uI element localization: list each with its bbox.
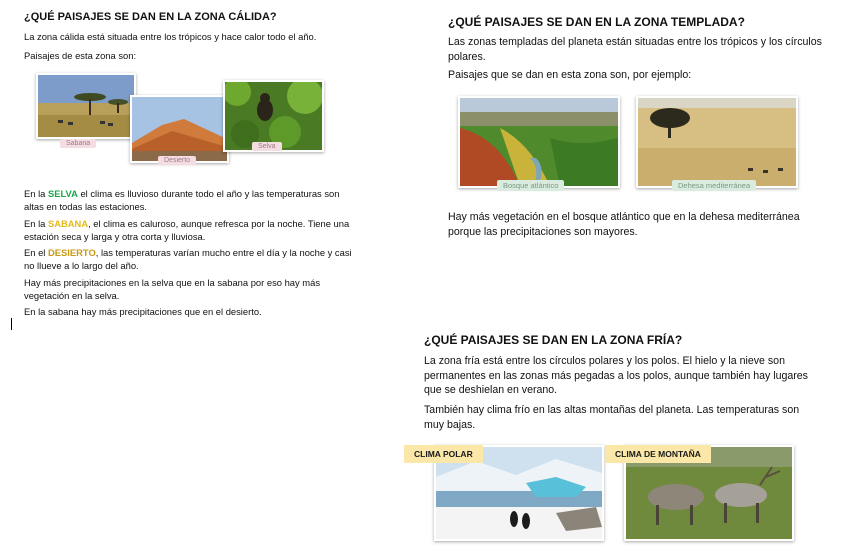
templada-title: ¿QUÉ PAISAJES SE DAN EN LA ZONA TEMPLADA? bbox=[448, 15, 745, 29]
fria-title: ¿QUÉ PAISAJES SE DAN EN LA ZONA FRÍA? bbox=[424, 333, 683, 347]
templada-intro: Las zonas templadas del planeta están situadas entre los trópicos y los círculos polares. bbox=[448, 36, 822, 63]
selva-pre: En la bbox=[24, 188, 48, 199]
calida-title: ¿QUÉ PAISAJES SE DAN EN LA ZONA CÁLIDA? bbox=[24, 11, 277, 23]
bosque-atlantico-photo bbox=[458, 96, 620, 188]
desierto-pre: En el bbox=[24, 247, 48, 258]
selva-caption: Selva bbox=[252, 142, 282, 151]
calida-paisajes-lead: Paisajes de esta zona son: bbox=[24, 50, 137, 61]
fria-paragraph-2: También hay clima frío en las altas montañas del planeta. Las temperaturas son muy bajas. bbox=[424, 404, 800, 431]
clima-polar-tag: CLIMA POLAR bbox=[404, 445, 483, 463]
dehesa-mediterranea-photo bbox=[636, 96, 798, 188]
dehesa-mediterranea-caption: Dehesa mediterránea bbox=[672, 180, 756, 191]
selva-keyword: SELVA bbox=[47, 188, 78, 199]
sabana-post: , el clima es caluroso, aunque refresca por la noche. Tiene una estación seca y larga y otra corta y lluviosa. bbox=[24, 218, 350, 242]
calida-comparison-2: En la sabana hay más precipitaciones que en el desierto. bbox=[24, 306, 262, 317]
desierto-paragraph bbox=[24, 247, 359, 273]
sabana-pre: En la bbox=[24, 218, 48, 229]
clima-montana-tag: CLIMA DE MONTAÑA bbox=[605, 445, 711, 463]
selva-paragraph bbox=[24, 188, 354, 214]
sabana-caption: Sabana bbox=[60, 139, 96, 148]
desierto-post: , las temperaturas varían mucho entre el día y la noche y casi no llueve a lo largo del año. bbox=[24, 247, 352, 271]
calida-comparison-1: Hay más precipitaciones en la selva que en la sabana por eso hay más vegetación en la selva. bbox=[24, 277, 321, 301]
bosque-atlantico-caption: Bosque atlántico bbox=[497, 180, 564, 191]
selva-post: el clima es lluvioso durante todo el año y las temperaturas son altas en todas las estaciones. bbox=[24, 188, 340, 212]
templada-lead: Paisajes que se dan en esta zona son, por ejemplo: bbox=[448, 69, 692, 81]
calida-intro: La zona cálida está situada entre los trópicos y hace calor todo el año. bbox=[24, 31, 317, 42]
fria-paragraph-1: La zona fría está entre los círculos polares y los polos. El hielo y la nieve son permanentes en las zonas más pegadas a los polos, aunque también hay lugares que se deshielan en verano. bbox=[424, 355, 808, 396]
desierto-keyword: DESIERTO bbox=[47, 247, 96, 258]
templada-conclusion: Hay más vegetación en el bosque atlántico que en la dehesa mediterránea porque las precipitaciones son mayores. bbox=[448, 211, 800, 238]
sabana-keyword: SABANA bbox=[47, 218, 89, 229]
sabana-photo bbox=[36, 73, 136, 139]
desierto-caption: Desierto bbox=[158, 156, 196, 165]
sabana-paragraph bbox=[24, 218, 359, 244]
desierto-photo bbox=[130, 95, 229, 163]
text-cursor bbox=[11, 318, 12, 330]
